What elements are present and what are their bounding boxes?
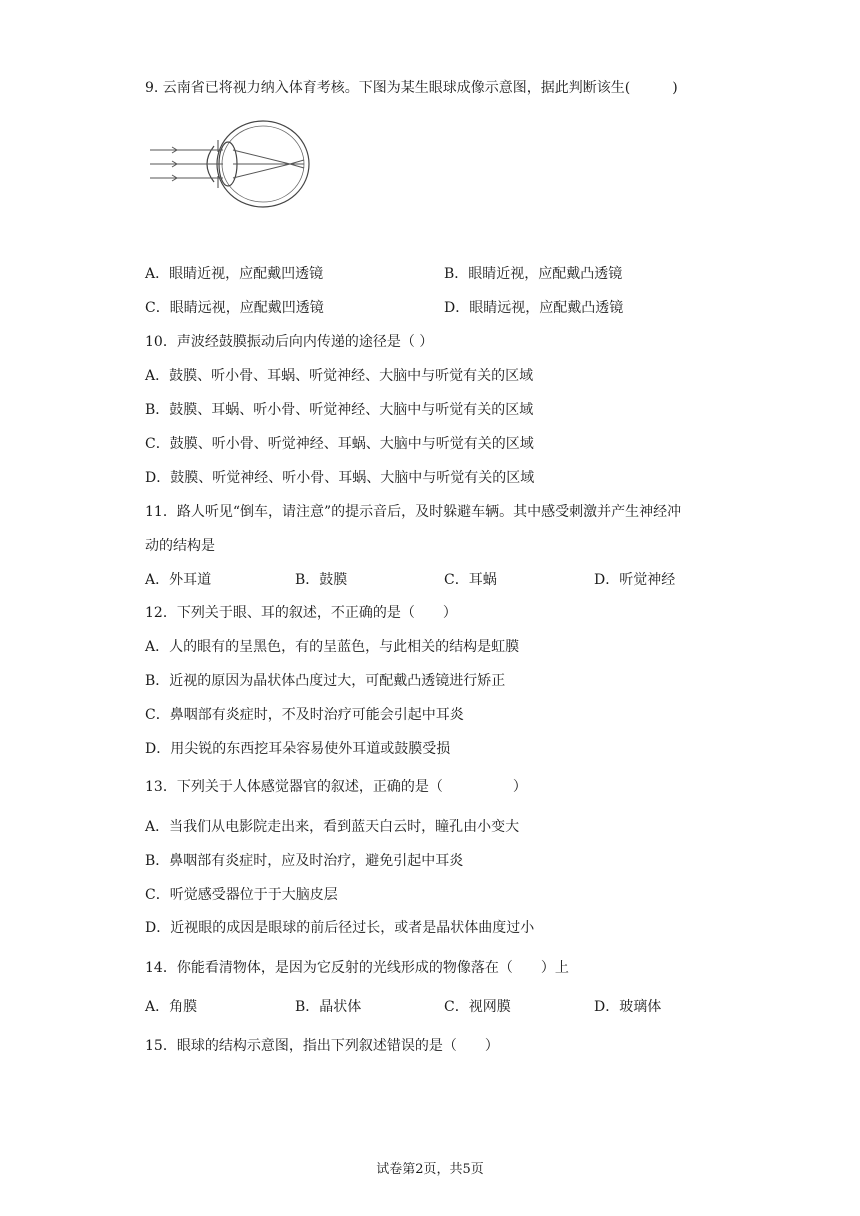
q15-stem: 15．眼球的结构示意图，指出下列叙述错误的是（ ）: [145, 1038, 499, 1054]
q13-option-d: D．近视眼的成因是眼球的前后径过长，或者是晶状体曲度过小: [145, 920, 535, 936]
q12-option-b: B．近视的原因为晶状体凸度过大，可配戴凸透镜进行矫正: [145, 673, 506, 689]
q14-option-d: D．玻璃体: [594, 999, 662, 1015]
q12-stem: 12．下列关于眼、耳的叙述，不正确的是（ ）: [145, 605, 457, 621]
q11-option-a: A．外耳道: [145, 572, 212, 588]
q13-option-a: A．当我们从电影院走出来，看到蓝天白云时，瞳孔由小变大: [145, 819, 520, 835]
q9-option-c: C．眼睛远视，应配戴凹透镜: [145, 300, 324, 316]
q11-option-c: C．耳蜗: [444, 572, 497, 588]
q10-option-d: D．鼓膜、听觉神经、听小骨、耳蜗、大脑中与听觉有关的区域: [145, 470, 535, 486]
eye-diagram-image: [148, 116, 318, 212]
q11-option-b: B．鼓膜: [295, 572, 348, 588]
page-footer: 试卷第2页，共5页: [376, 1162, 484, 1177]
q10-option-c: C．鼓膜、听小骨、听觉神经、耳蜗、大脑中与听觉有关的区域: [145, 436, 534, 452]
q13-stem: 13．下列关于人体感觉器官的叙述，正确的是（ ）: [145, 779, 527, 795]
q9-option-a: A．眼睛近视，应配戴凹透镜: [145, 266, 324, 282]
q14-option-c: C．视网膜: [444, 999, 511, 1015]
q12-option-d: D．用尖锐的东西挖耳朵容易使外耳道或鼓膜受损: [145, 741, 451, 757]
q14-option-a: A．角膜: [145, 999, 198, 1015]
q10-option-a: A．鼓膜、听小骨、耳蜗、听觉神经、大脑中与听觉有关的区域: [145, 368, 534, 384]
q9-option-d: D．眼睛远视，应配戴凸透镜: [444, 300, 624, 316]
q12-option-c: C．鼻咽部有炎症时，不及时治疗可能会引起中耳炎: [145, 707, 464, 723]
q10-stem: 10．声波经鼓膜振动后向内传递的途径是（ ）: [145, 334, 434, 350]
q11-stem-line1: 11．路人听见“倒车，请注意”的提示音后，及时躲避车辆。其中感受刺激并产生神经冲: [145, 504, 682, 520]
q14-stem: 14．你能看清物体，是因为它反射的光线形成的物像落在（ ）上: [145, 960, 569, 976]
q9-stem: 9. 云南省已将视力纳入体育考核。下图为某生眼球成像示意图，据此判断该生( ): [145, 80, 678, 96]
q13-option-c: C．听觉感受器位于于大脑皮层: [145, 887, 338, 903]
q10-option-b: B．鼓膜、耳蜗、听小骨、听觉神经、大脑中与听觉有关的区域: [145, 402, 534, 418]
q12-option-a: A．人的眼有的呈黑色，有的呈蓝色，与此相关的结构是虹膜: [145, 639, 520, 655]
q9-option-b: B．眼睛近视，应配戴凸透镜: [444, 266, 623, 282]
q11-stem-line2: 动的结构是: [145, 538, 215, 554]
q14-option-b: B．晶状体: [295, 999, 362, 1015]
q11-option-d: D．听觉神经: [594, 572, 676, 588]
q13-option-b: B．鼻咽部有炎症时，应及时治疗，避免引起中耳炎: [145, 853, 464, 869]
